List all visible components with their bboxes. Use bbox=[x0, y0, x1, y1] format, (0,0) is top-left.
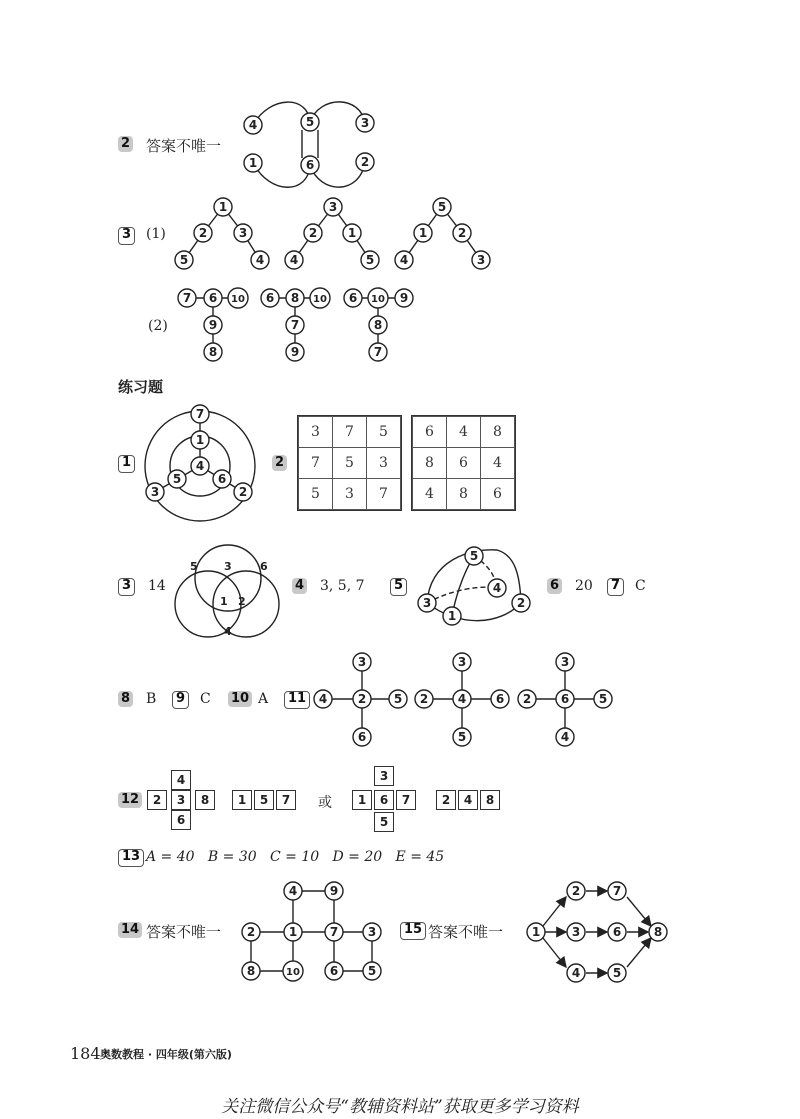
node-label: 6 bbox=[208, 291, 218, 305]
node-label: 6 bbox=[348, 291, 358, 305]
node-label: 3 bbox=[238, 226, 248, 240]
node-label: 3 bbox=[476, 253, 486, 267]
e3-label-5: 5 bbox=[190, 560, 198, 573]
net-cell: 4 bbox=[171, 770, 191, 790]
node-label: 5 bbox=[305, 115, 315, 129]
grid-cell: 6 bbox=[447, 448, 481, 479]
net-cell: 2 bbox=[436, 790, 456, 810]
net-cell: 2 bbox=[147, 790, 167, 810]
node-label: 2 bbox=[457, 226, 467, 240]
grid-cell: 4 bbox=[481, 448, 515, 479]
node-label: 3 bbox=[422, 596, 432, 610]
node-label: 4 bbox=[318, 692, 328, 706]
node-label: 8 bbox=[246, 964, 256, 978]
node-label: 3 bbox=[357, 655, 367, 669]
node-label: 4 bbox=[492, 581, 502, 595]
exercise-heading: 练习题 bbox=[118, 378, 164, 396]
node-label: 1 bbox=[531, 925, 541, 939]
node-label: 1 bbox=[418, 226, 428, 240]
e10-answer: A bbox=[258, 691, 269, 707]
net-cell: 3 bbox=[374, 766, 394, 786]
e1-badge: 1 bbox=[118, 455, 135, 473]
grid-cell: 3 bbox=[299, 417, 333, 448]
node-label: 4 bbox=[255, 253, 265, 267]
node-label: 3 bbox=[367, 925, 377, 939]
e7-badge: 7 bbox=[607, 578, 624, 596]
net-cell: 5 bbox=[254, 790, 274, 810]
e3-answer: 14 bbox=[148, 578, 166, 594]
node-label: 10 bbox=[313, 294, 327, 305]
net-cell: 8 bbox=[480, 790, 500, 810]
node-label: 4 bbox=[288, 884, 298, 898]
e11-badge: 11 bbox=[284, 691, 310, 709]
e15-graph bbox=[543, 891, 651, 973]
node-label: 9 bbox=[290, 345, 300, 359]
book-title: 奥数教程 · 四年级(第六版) bbox=[100, 1048, 232, 1061]
node-label: 10 bbox=[286, 967, 300, 978]
e8-answer: B bbox=[146, 691, 157, 707]
node-label: 4 bbox=[195, 459, 205, 473]
node-label: 1 bbox=[288, 925, 298, 939]
node-label: 3 bbox=[328, 200, 338, 214]
node-label: 6 bbox=[217, 472, 227, 486]
e15-text: 答案不唯一 bbox=[428, 923, 504, 941]
node-label: 5 bbox=[612, 966, 622, 980]
node-label: 3 bbox=[150, 485, 160, 499]
grid-cell: 7 bbox=[299, 448, 333, 479]
node-label: 4 bbox=[289, 253, 299, 267]
node-label: 4 bbox=[399, 253, 409, 267]
node-label: 6 bbox=[560, 692, 570, 706]
node-label: 7 bbox=[195, 407, 205, 421]
e12-badge: 12 bbox=[118, 792, 142, 808]
node-label: 7 bbox=[329, 925, 339, 939]
grid-cell: 4 bbox=[413, 479, 447, 510]
e7-answer: C bbox=[635, 578, 646, 594]
grid-cell: 3 bbox=[333, 479, 367, 510]
node-label: 6 bbox=[305, 158, 315, 172]
grid-cell: 8 bbox=[447, 479, 481, 510]
node-label: 5 bbox=[393, 692, 403, 706]
node-label: 2 bbox=[516, 596, 526, 610]
e3-label-1: 1 bbox=[220, 595, 228, 608]
node-label: 5 bbox=[365, 253, 375, 267]
node-label: 9 bbox=[329, 884, 339, 898]
node-label: 6 bbox=[265, 291, 275, 305]
node-label: 8 bbox=[290, 291, 300, 305]
grid-cell: 6 bbox=[481, 479, 515, 510]
node-label: 4 bbox=[248, 118, 258, 132]
e10-badge: 10 bbox=[228, 691, 252, 707]
node-label: 5 bbox=[457, 730, 467, 744]
node-label: 10 bbox=[371, 294, 385, 305]
net-cell: 6 bbox=[374, 790, 394, 810]
node-label: 2 bbox=[360, 155, 370, 169]
e13-badge: 13 bbox=[118, 849, 144, 867]
node-label: 2 bbox=[308, 226, 318, 240]
node-label: 2 bbox=[246, 925, 256, 939]
net-cell: 8 bbox=[195, 790, 215, 810]
grid-cell: 8 bbox=[481, 417, 515, 448]
q2-badge: 2 bbox=[118, 136, 133, 152]
node-label: 1 bbox=[218, 200, 228, 214]
grid-cell: 8 bbox=[413, 448, 447, 479]
e9-badge: 9 bbox=[172, 691, 189, 709]
e3-badge: 3 bbox=[118, 578, 135, 596]
watermark-footer: 关注微信公众号“教辅资料站”获取更多学习资料 bbox=[221, 1097, 579, 1117]
node-label: 3 bbox=[571, 925, 581, 939]
node-label: 1 bbox=[347, 226, 357, 240]
net-cell: 7 bbox=[396, 790, 416, 810]
grid-cell: 7 bbox=[367, 479, 401, 510]
e14-badge: 14 bbox=[118, 922, 142, 938]
node-label: 4 bbox=[560, 730, 570, 744]
net-cell: 3 bbox=[171, 790, 191, 810]
e9-answer: C bbox=[200, 691, 211, 707]
node-label: 9 bbox=[399, 291, 409, 305]
node-label: 2 bbox=[198, 226, 208, 240]
node-label: 1 bbox=[447, 609, 457, 623]
net-cell: 1 bbox=[352, 790, 372, 810]
node-label: 6 bbox=[495, 692, 505, 706]
net-cell: 7 bbox=[276, 790, 296, 810]
e6-badge: 6 bbox=[547, 578, 562, 594]
node-label: 3 bbox=[457, 655, 467, 669]
grid-cell: 6 bbox=[413, 417, 447, 448]
node-label: 6 bbox=[612, 925, 622, 939]
grid-cell: 5 bbox=[333, 448, 367, 479]
node-label: 2 bbox=[419, 692, 429, 706]
net-cell: 6 bbox=[171, 810, 191, 830]
node-label: 5 bbox=[437, 200, 447, 214]
node-label: 6 bbox=[329, 964, 339, 978]
node-label: 1 bbox=[195, 433, 205, 447]
grid-cell: 3 bbox=[367, 448, 401, 479]
e2-grid-b bbox=[412, 416, 515, 510]
e8-badge: 8 bbox=[118, 691, 133, 707]
e5-badge: 5 bbox=[390, 578, 407, 596]
q2-answer-text: 答案不唯一 bbox=[146, 137, 222, 155]
node-label: 3 bbox=[360, 116, 370, 130]
grid-cell: 5 bbox=[367, 417, 401, 448]
e14-graph bbox=[251, 891, 372, 971]
net-cell: 1 bbox=[232, 790, 252, 810]
node-label: 5 bbox=[367, 964, 377, 978]
q3-badge: 3 bbox=[118, 227, 135, 245]
node-label: 8 bbox=[208, 345, 218, 359]
node-label: 3 bbox=[560, 655, 570, 669]
grid-cell: 7 bbox=[333, 417, 367, 448]
node-label: 5 bbox=[172, 472, 182, 486]
node-label: 4 bbox=[571, 966, 581, 980]
node-label: 1 bbox=[248, 156, 258, 170]
e2-grid-a bbox=[298, 416, 401, 510]
node-label: 8 bbox=[373, 318, 383, 332]
e3-label-4: 4 bbox=[224, 625, 232, 638]
node-label: 5 bbox=[469, 549, 479, 563]
q3-part2-label: (2) bbox=[148, 318, 168, 334]
page-number: 184 bbox=[70, 1044, 101, 1063]
e2-badge: 2 bbox=[272, 455, 287, 471]
node-label: 6 bbox=[357, 730, 367, 744]
node-label: 2 bbox=[571, 884, 581, 898]
e15-badge: 15 bbox=[400, 922, 426, 940]
node-label: 7 bbox=[373, 345, 383, 359]
node-label: 2 bbox=[238, 485, 248, 499]
grid-cell: 5 bbox=[299, 479, 333, 510]
e13-answer: A = 40 B = 30 C = 10 D = 20 E = 45 bbox=[146, 849, 445, 865]
e4-answer: 3, 5, 7 bbox=[320, 578, 365, 594]
e3-label-6: 6 bbox=[260, 560, 268, 573]
grid-cell: 4 bbox=[447, 417, 481, 448]
node-label: 5 bbox=[179, 253, 189, 267]
node-label: 7 bbox=[182, 291, 192, 305]
node-label: 5 bbox=[598, 692, 608, 706]
e12-or: 或 bbox=[318, 795, 332, 811]
node-label: 2 bbox=[522, 692, 532, 706]
net-cell: 4 bbox=[458, 790, 478, 810]
node-label: 9 bbox=[208, 318, 218, 332]
e3-label-2: 2 bbox=[238, 595, 246, 608]
node-label: 7 bbox=[612, 884, 622, 898]
e4-badge: 4 bbox=[292, 578, 307, 594]
node-label: 2 bbox=[357, 692, 367, 706]
node-label: 7 bbox=[290, 318, 300, 332]
node-label: 8 bbox=[653, 925, 663, 939]
e3-label-3: 3 bbox=[224, 560, 232, 573]
node-label: 10 bbox=[231, 294, 245, 305]
net-cell: 5 bbox=[374, 812, 394, 832]
q3-part1-label: (1) bbox=[146, 226, 166, 242]
node-label: 4 bbox=[457, 692, 467, 706]
e14-text: 答案不唯一 bbox=[146, 923, 222, 941]
e3-venn bbox=[175, 545, 279, 637]
e6-answer: 20 bbox=[575, 578, 593, 594]
